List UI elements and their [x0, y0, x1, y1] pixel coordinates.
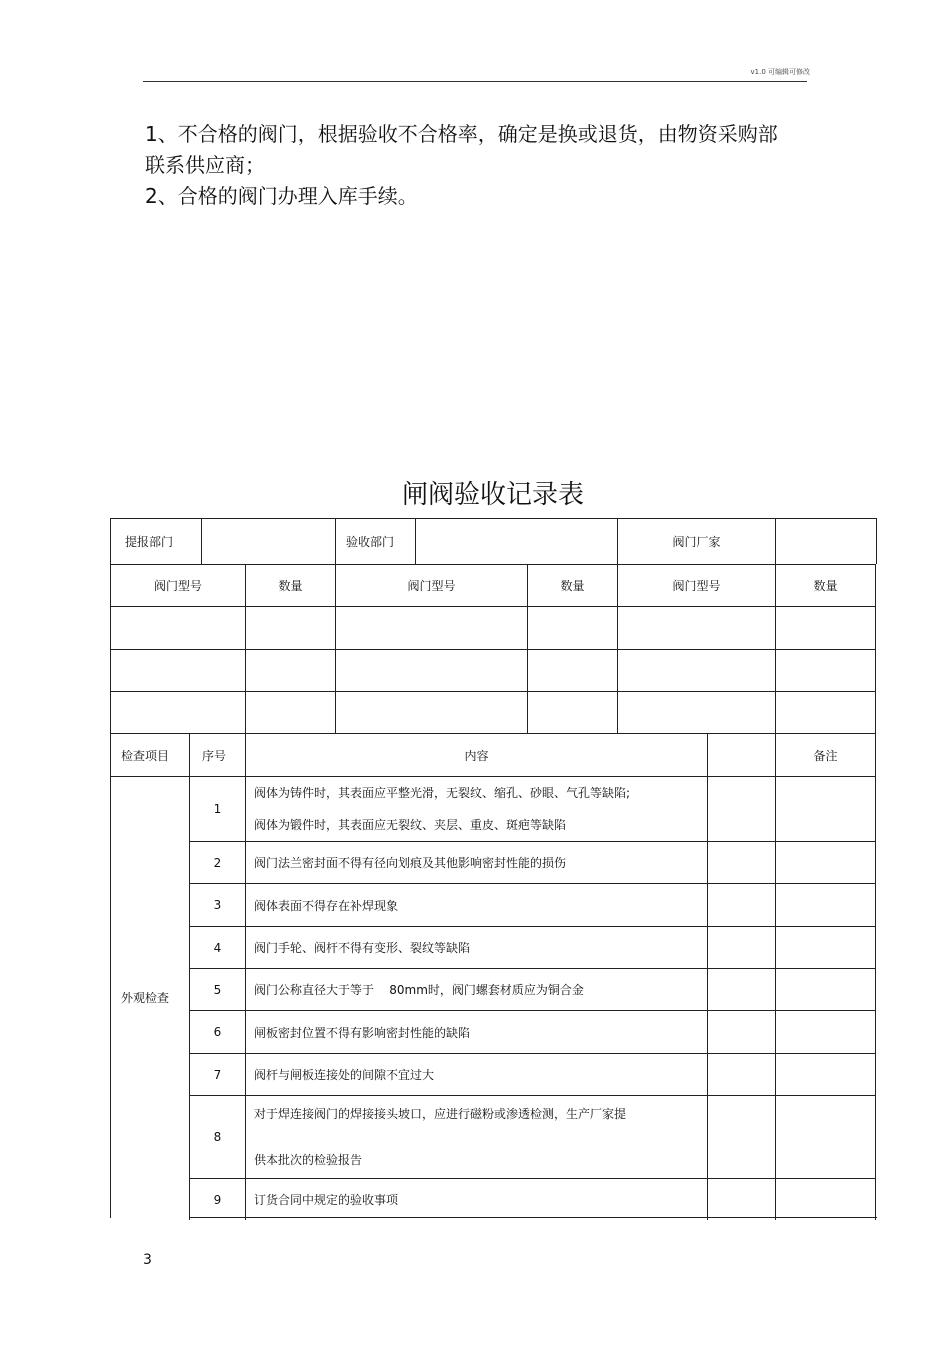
item-remark-cell[interactable]	[775, 1178, 876, 1220]
list-item	[189, 1095, 877, 1178]
list-item	[189, 926, 877, 968]
qty-cell[interactable]	[527, 649, 617, 691]
item-content	[245, 1095, 707, 1178]
page-number: 3	[143, 1252, 152, 1268]
check-blank	[707, 733, 775, 776]
item-remark-cell[interactable]	[775, 1010, 876, 1053]
item-line: 阀体为锻件时，其表面应无裂纹、夹层、重皮、斑疤等缺陷	[254, 818, 567, 832]
seq-header: 序号	[189, 733, 245, 776]
accept-dept-label: 验收部门	[335, 518, 415, 564]
acceptance-form	[110, 518, 877, 1218]
list-item	[189, 776, 877, 841]
item-remark-cell[interactable]	[775, 968, 876, 1010]
item-remark-cell[interactable]	[775, 1095, 876, 1178]
header-note: v1.0 可编辑可修改	[750, 68, 810, 76]
item-check-cell[interactable]	[707, 841, 775, 883]
qty-cell[interactable]	[245, 649, 335, 691]
item-seq: 9	[189, 1178, 245, 1220]
check-header-row	[110, 733, 877, 776]
model-row	[110, 649, 877, 691]
item-seq: 6	[189, 1010, 245, 1053]
model-cell[interactable]	[617, 606, 775, 649]
item-check-cell[interactable]	[707, 926, 775, 968]
item-remark-cell[interactable]	[775, 1053, 876, 1095]
item-seq: 4	[189, 926, 245, 968]
intro-line-1: 1、不合格的阀门，根据验收不合格率，确定是换或退货，由物资采购部联系供应商；	[145, 122, 778, 177]
item-content: 阀门手轮、阀杆不得有变形、裂纹等缺陷	[245, 926, 707, 968]
item-check-cell[interactable]	[707, 883, 775, 926]
qty-cell[interactable]	[527, 691, 617, 733]
maker-value[interactable]	[775, 518, 877, 564]
model-cell[interactable]	[335, 691, 527, 733]
qty-cell[interactable]	[775, 649, 876, 691]
model-cell[interactable]	[617, 649, 775, 691]
form-title: 闸阀验收记录表	[401, 480, 584, 510]
table-bottom-rule	[189, 1217, 877, 1218]
item-seq: 1	[189, 776, 245, 841]
check-items-block	[110, 776, 877, 1218]
item-check-cell[interactable]	[707, 1010, 775, 1053]
header-rule	[143, 81, 807, 82]
item-line: 对于焊连接阀门的焊接接头坡口，应进行磁粉或渗透检测，生产厂家提	[254, 1107, 627, 1121]
list-item	[189, 841, 877, 883]
item-seq: 7	[189, 1053, 245, 1095]
check-item-header: 检查项目	[110, 733, 189, 776]
items-list	[189, 776, 877, 1220]
model-header-3: 阀门型号	[617, 564, 775, 606]
item-content: 阀体表面不得存在补焊现象	[245, 883, 707, 926]
item-content: 阀杆与闸板连接处的间隙不宜过大	[245, 1053, 707, 1095]
model-header-2: 阀门型号	[335, 564, 527, 606]
item-remark-cell[interactable]	[775, 776, 876, 841]
item-remark-cell[interactable]	[775, 841, 876, 883]
item-remark-cell[interactable]	[775, 926, 876, 968]
model-header-row	[110, 564, 877, 606]
list-item	[189, 1178, 877, 1220]
qty-header-1: 数量	[245, 564, 335, 606]
model-row	[110, 691, 877, 733]
qty-header-2: 数量	[527, 564, 617, 606]
accept-dept-value[interactable]	[415, 518, 617, 564]
dept-label: 提报部门	[110, 518, 201, 564]
item-content	[245, 776, 707, 841]
qty-cell[interactable]	[527, 606, 617, 649]
item-check-cell[interactable]	[707, 1095, 775, 1178]
item-seq: 5	[189, 968, 245, 1010]
item-check-cell[interactable]	[707, 776, 775, 841]
item-content: 订货合同中规定的验收事项	[245, 1178, 707, 1220]
model-row	[110, 606, 877, 649]
remark-header: 备注	[775, 733, 876, 776]
item-seq: 3	[189, 883, 245, 926]
list-item	[189, 1053, 877, 1095]
qty-cell[interactable]	[245, 691, 335, 733]
item-seq: 8	[189, 1095, 245, 1178]
item-seq: 2	[189, 841, 245, 883]
item-check-cell[interactable]	[707, 1178, 775, 1220]
model-cell[interactable]	[335, 649, 527, 691]
model-cell[interactable]	[335, 606, 527, 649]
intro-text	[145, 119, 785, 212]
qty-cell[interactable]	[775, 606, 876, 649]
list-item	[189, 883, 877, 926]
item-content: 阀门法兰密封面不得有径向划痕及其他影响密封性能的损伤	[245, 841, 707, 883]
model-cell[interactable]	[110, 691, 245, 733]
qty-cell[interactable]	[775, 691, 876, 733]
item-content: 闸板密封位置不得有影响密封性能的缺陷	[245, 1010, 707, 1053]
dept-value[interactable]	[201, 518, 335, 564]
model-cell[interactable]	[110, 649, 245, 691]
item-content: 阀门公称直径大于等于 80mm时，阀门螺套材质应为铜合金	[245, 968, 707, 1010]
maker-label: 阀门厂家	[617, 518, 775, 564]
model-header-1: 阀门型号	[110, 564, 245, 606]
model-cell[interactable]	[617, 691, 775, 733]
list-item	[189, 968, 877, 1010]
intro-line-2: 2、合格的阀门办理入库手续。	[145, 184, 418, 208]
item-remark-cell[interactable]	[775, 883, 876, 926]
item-check-cell[interactable]	[707, 1053, 775, 1095]
qty-cell[interactable]	[245, 606, 335, 649]
item-line: 阀体为铸件时，其表面应平整光滑，无裂纹、缩孔、砂眼、气孔等缺陷;	[254, 786, 631, 800]
category-cell: 外观检查	[110, 776, 189, 1218]
dept-row	[110, 518, 877, 564]
qty-header-3: 数量	[775, 564, 876, 606]
item-line: 供本批次的检验报告	[254, 1153, 363, 1167]
list-item	[189, 1010, 877, 1053]
content-header: 内容	[245, 733, 707, 776]
model-cell[interactable]	[110, 606, 245, 649]
item-check-cell[interactable]	[707, 968, 775, 1010]
